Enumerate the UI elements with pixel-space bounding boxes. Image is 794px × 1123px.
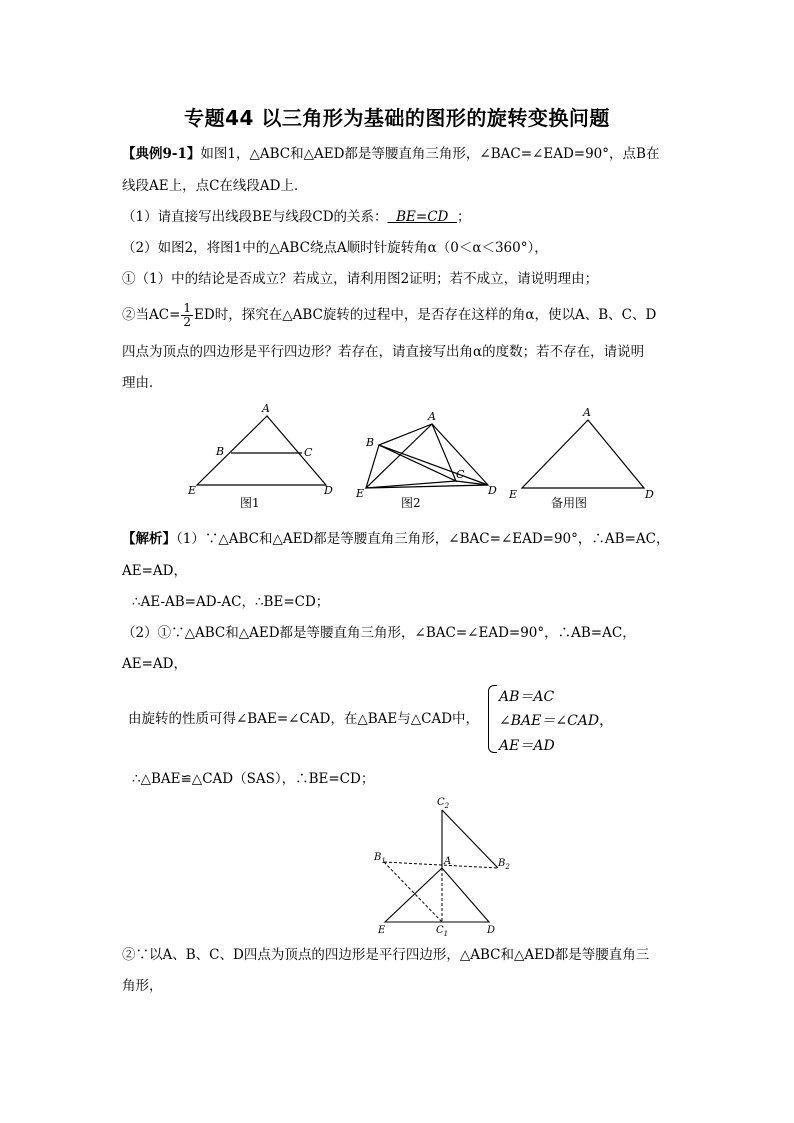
fig4-label-b1-sub: 1 [381,857,386,865]
fig3-triangle-aed [522,420,644,488]
fig4-label-c1-sub: 1 [443,930,449,938]
fig2-segment-bd [379,445,488,485]
fig2-label-a: A [428,410,436,423]
fig2-caption: 图2 [401,496,421,510]
question-2b-line-2: 四点为顶点的四边形是平行四边形？若存在，请直接写出角α的度数；若不存在，请说明 [122,344,645,360]
fig4-triangle-aed [385,868,489,922]
example-text-1: 如图1，△ABC和△AED都是等腰直角三角形，∠BAC=∠EAD=90°，点B在 [200,146,660,162]
fig2-label-b: B [366,436,375,449]
fraction-numerator: 1 [183,301,192,315]
fig1-label-c: C [304,446,313,459]
page-title: 专题44 以三角形为基础的图形的旋转变换问题 [184,106,610,130]
fig4-label-c2 [437,797,450,810]
fig4-label-c1 [436,925,448,938]
fig4-label-d: D [487,925,496,936]
fraction-denominator: 2 [183,315,192,329]
fraction-half [181,302,193,329]
question-1-text: （1）请直接写出线段BE与线段CD的关系： [122,209,388,225]
fig2-label-d: D [488,484,497,497]
figure-4 [372,792,508,938]
fig4-label-b1 [373,852,386,865]
figure-2 [366,424,488,488]
question-2a: ①（1）中的结论是否成立？若成立，请利用图2证明；若不成立，请说明理由； [122,271,599,287]
example-tag: 【典例9-1】 [122,146,201,162]
fig1-label-a: A [262,402,270,415]
fig3-label-a: A [583,406,591,419]
solution-line-8: ②∵以A、B、C、D四点为顶点的四边形是平行四边形，△ABC和△AED都是等腰直角三 [122,947,650,963]
solution-line-6: 由旋转的性质可得∠BAE=∠CAD，在△BAE与△CAD中， [128,711,480,727]
system-eq-1: AB＝AC [499,689,555,705]
question-2b-pre: ②当AC= [122,307,181,323]
figure-3 [522,420,644,488]
system-eq-3: AE＝AD [499,738,555,754]
question-2b [122,302,692,329]
figure-3-labels [508,406,654,501]
solution-line-3: ∴AE-AB=AD-AC，∴BE=CD； [132,594,330,610]
question-1-answer: BE=CD [387,209,457,225]
question-2: （2）如图2，将图1中的△ABC绕点A顺时针旋转角α（0＜α＜360°）， [122,240,548,256]
fig2-label-c: C [456,468,465,481]
question-2b-post: ED时，探究在△ABC旋转的过程中，是否存在这样的角α，使以A、B、C、D [194,307,657,323]
solution-line-4: （2）①∵△ABC和△AED都是等腰直角三角形，∠BAC=∠EAD=90°，∴AB=AC， [122,625,636,641]
fig1-label-b: B [216,445,225,458]
fig4-label-c2-sub: 2 [444,802,450,810]
system-eq-2-text: ∠BAE＝∠CAD [499,713,600,729]
fig4-label-a: A [444,856,452,867]
solution-text-1: （1）∵△ABC和△AED都是等腰直角三角形，∠BAC=∠EAD=90°，∴AB=AC， [176,531,670,547]
fig1-caption: 图1 [240,496,260,510]
equation-system-brace [488,685,497,753]
fig1-label-d: D [324,484,333,497]
solution-line-1 [122,530,692,548]
fig4-label-b2 [497,858,510,871]
fig1-label-e: E [188,484,197,497]
question-1 [122,208,692,226]
fig4-label-c2-letter: C [437,797,445,808]
fig3-label-e: E [509,488,518,501]
fig3-label-d: D [645,488,654,501]
figures-row [170,400,670,516]
fig4-dashed-b1b2 [384,862,498,868]
system-end-comma: ， [599,713,614,729]
example-line-2: 线段AE上，点C在线段AD上． [122,178,308,194]
question-1-end: ； [456,209,471,225]
system-eq-2 [499,710,613,730]
solution-tag: 【解析】 [122,531,176,547]
fig2-triangle-abc [379,424,456,481]
fig4-label-b1-letter: B [374,852,382,863]
fig4-label-b2-sub: 2 [505,863,510,871]
solution-line-2: AE=AD， [122,563,187,579]
solution-line-7: ∴△BAE≌△CAD（SAS），∴BE=CD； [132,771,375,787]
fig4-label-c1-letter: C [436,925,444,936]
fig2-label-e: E [356,487,365,500]
example-line-1 [122,145,692,163]
fig4-label-e: E [378,925,386,936]
question-2b-line-3: 理由． [122,375,163,391]
solution-line-5: AE=AD， [122,656,187,672]
fig4-label-b2-letter: B [498,858,506,869]
solution-line-9: 角形， [122,978,163,994]
fig3-caption: 备用图 [551,496,588,510]
figure-1-labels [187,402,333,497]
fig4-dashed-b1c1 [384,862,442,922]
